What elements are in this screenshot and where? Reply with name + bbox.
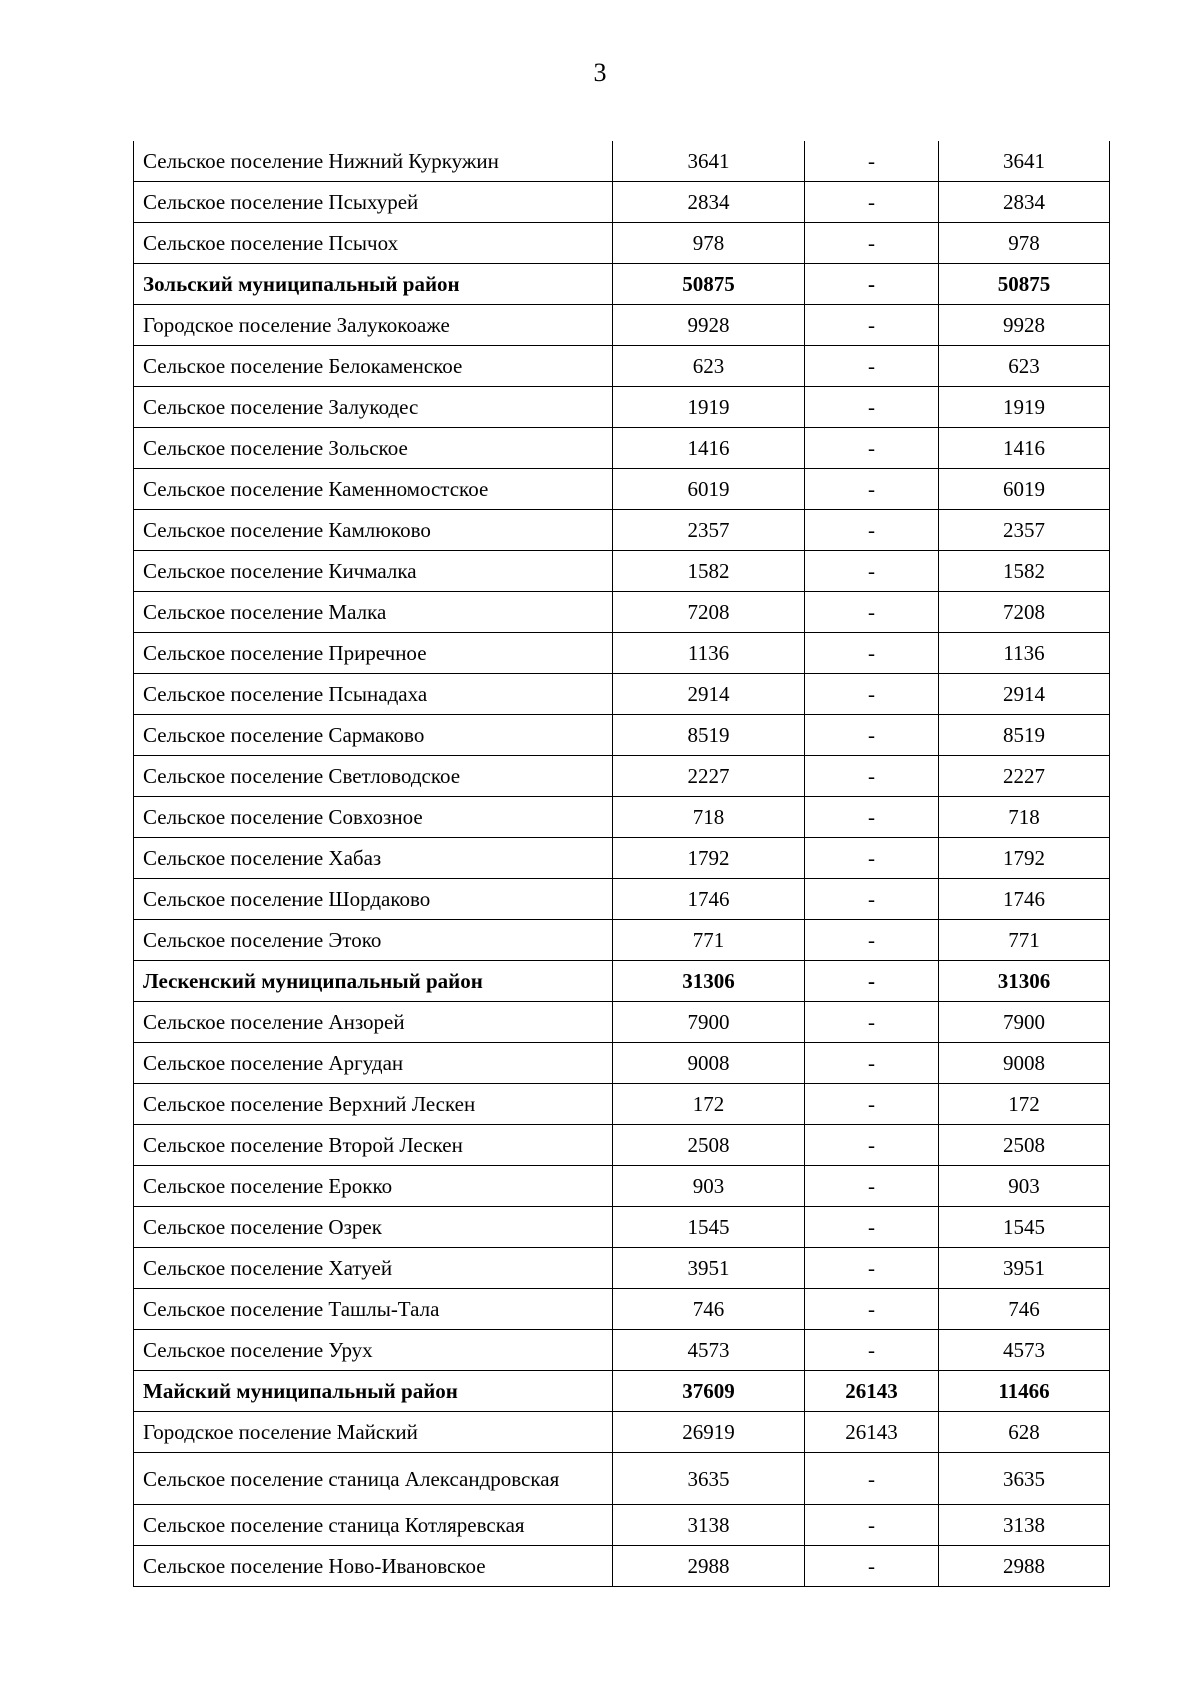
table-row	[134, 510, 1110, 551]
name-cell: Сельское поселение Хатуей	[134, 1248, 613, 1289]
total-cell: 1919	[613, 387, 805, 428]
population-table	[133, 141, 1110, 1587]
total-cell: 2508	[613, 1125, 805, 1166]
rural-cell: 746	[939, 1289, 1110, 1330]
table-row	[134, 1207, 1110, 1248]
urban-cell: -	[805, 551, 939, 592]
total-cell: 978	[613, 223, 805, 264]
name-cell: Сельское поселение Белокаменское	[134, 346, 613, 387]
total-cell: 746	[613, 1289, 805, 1330]
name-cell: Сельское поселение Светловодское	[134, 756, 613, 797]
name-cell: Сельское поселение Сармаково	[134, 715, 613, 756]
total-cell: 26919	[613, 1412, 805, 1453]
urban-cell: -	[805, 1330, 939, 1371]
total-cell: 2834	[613, 182, 805, 223]
name-cell: Сельское поселение Кичмалка	[134, 551, 613, 592]
total-cell: 31306	[613, 961, 805, 1002]
rural-cell: 623	[939, 346, 1110, 387]
urban-cell: 26143	[805, 1371, 939, 1412]
name-cell: Сельское поселение Каменномостское	[134, 469, 613, 510]
urban-cell: -	[805, 305, 939, 346]
rural-cell: 628	[939, 1412, 1110, 1453]
table-row	[134, 1371, 1110, 1412]
rural-cell: 3951	[939, 1248, 1110, 1289]
urban-cell: -	[805, 715, 939, 756]
name-cell: Сельское поселение Этоко	[134, 920, 613, 961]
urban-cell: 26143	[805, 1412, 939, 1453]
table-row	[134, 592, 1110, 633]
total-cell: 2988	[613, 1546, 805, 1587]
urban-cell: -	[805, 182, 939, 223]
table-row	[134, 715, 1110, 756]
urban-cell: -	[805, 592, 939, 633]
urban-cell: -	[805, 141, 939, 182]
rural-cell: 903	[939, 1166, 1110, 1207]
name-cell: Сельское поселение Урух	[134, 1330, 613, 1371]
rural-cell: 8519	[939, 715, 1110, 756]
table-row	[134, 1546, 1110, 1587]
rural-cell: 1746	[939, 879, 1110, 920]
rural-cell: 3635	[939, 1453, 1110, 1505]
urban-cell: -	[805, 387, 939, 428]
rural-cell: 2988	[939, 1546, 1110, 1587]
table-row	[134, 305, 1110, 346]
rural-cell: 50875	[939, 264, 1110, 305]
name-cell: Сельское поселение Ташлы-Тала	[134, 1289, 613, 1330]
name-cell: Сельское поселение Озрек	[134, 1207, 613, 1248]
total-cell: 3641	[613, 141, 805, 182]
total-cell: 2357	[613, 510, 805, 551]
rural-cell: 2914	[939, 674, 1110, 715]
name-cell: Сельское поселение Залукодес	[134, 387, 613, 428]
total-cell: 718	[613, 797, 805, 838]
rural-cell: 11466	[939, 1371, 1110, 1412]
table-row	[134, 879, 1110, 920]
total-cell: 4573	[613, 1330, 805, 1371]
total-cell: 9008	[613, 1043, 805, 1084]
rural-cell: 2508	[939, 1125, 1110, 1166]
name-cell: Сельское поселение Второй Лескен	[134, 1125, 613, 1166]
total-cell: 1416	[613, 428, 805, 469]
name-cell: Сельское поселение Аргудан	[134, 1043, 613, 1084]
urban-cell: -	[805, 674, 939, 715]
table-row	[134, 1330, 1110, 1371]
table-row	[134, 469, 1110, 510]
urban-cell: -	[805, 961, 939, 1002]
urban-cell: -	[805, 797, 939, 838]
table-row	[134, 1248, 1110, 1289]
name-cell: Сельское поселение станица Александровская	[134, 1453, 613, 1505]
total-cell: 9928	[613, 305, 805, 346]
rural-cell: 771	[939, 920, 1110, 961]
name-cell: Сельское поселение Приречное	[134, 633, 613, 674]
table-row	[134, 920, 1110, 961]
table-row	[134, 756, 1110, 797]
table-row	[134, 1125, 1110, 1166]
urban-cell: -	[805, 223, 939, 264]
rural-cell: 7900	[939, 1002, 1110, 1043]
rural-cell: 2227	[939, 756, 1110, 797]
table-row	[134, 1505, 1110, 1546]
total-cell: 3138	[613, 1505, 805, 1546]
total-cell: 1545	[613, 1207, 805, 1248]
total-cell: 2227	[613, 756, 805, 797]
table-row	[134, 182, 1110, 223]
name-cell: Сельское поселение Нижний Куркужин	[134, 141, 613, 182]
name-cell: Сельское поселение Ново-Ивановское	[134, 1546, 613, 1587]
table-row	[134, 1289, 1110, 1330]
rural-cell: 172	[939, 1084, 1110, 1125]
urban-cell: -	[805, 633, 939, 674]
table-row	[134, 1412, 1110, 1453]
rural-cell: 4573	[939, 1330, 1110, 1371]
total-cell: 3635	[613, 1453, 805, 1505]
name-cell: Сельское поселение Псыхурей	[134, 182, 613, 223]
name-cell: Сельское поселение станица Котляревская	[134, 1505, 613, 1546]
name-cell: Лескенский муниципальный район	[134, 961, 613, 1002]
urban-cell: -	[805, 1248, 939, 1289]
urban-cell: -	[805, 1505, 939, 1546]
table-row	[134, 387, 1110, 428]
urban-cell: -	[805, 469, 939, 510]
urban-cell: -	[805, 1125, 939, 1166]
name-cell: Сельское поселение Ерокко	[134, 1166, 613, 1207]
rural-cell: 1416	[939, 428, 1110, 469]
name-cell: Сельское поселение Псынадаха	[134, 674, 613, 715]
urban-cell: -	[805, 1166, 939, 1207]
total-cell: 7208	[613, 592, 805, 633]
name-cell: Сельское поселение Малка	[134, 592, 613, 633]
total-cell: 1136	[613, 633, 805, 674]
rural-cell: 1919	[939, 387, 1110, 428]
table-row	[134, 1084, 1110, 1125]
name-cell: Городское поселение Залукокоаже	[134, 305, 613, 346]
rural-cell: 6019	[939, 469, 1110, 510]
table-row	[134, 961, 1110, 1002]
name-cell: Зольский муниципальный район	[134, 264, 613, 305]
table-row	[134, 1043, 1110, 1084]
table-row	[134, 797, 1110, 838]
total-cell: 3951	[613, 1248, 805, 1289]
rural-cell: 9928	[939, 305, 1110, 346]
table-row	[134, 264, 1110, 305]
urban-cell: -	[805, 1289, 939, 1330]
total-cell: 1792	[613, 838, 805, 879]
urban-cell: -	[805, 1043, 939, 1084]
table-row	[134, 223, 1110, 264]
name-cell: Майский муниципальный район	[134, 1371, 613, 1412]
rural-cell: 2357	[939, 510, 1110, 551]
rural-cell: 718	[939, 797, 1110, 838]
rural-cell: 3138	[939, 1505, 1110, 1546]
rural-cell: 3641	[939, 141, 1110, 182]
rural-cell: 1792	[939, 838, 1110, 879]
total-cell: 771	[613, 920, 805, 961]
rural-cell: 1545	[939, 1207, 1110, 1248]
rural-cell: 31306	[939, 961, 1110, 1002]
name-cell: Сельское поселение Зольское	[134, 428, 613, 469]
total-cell: 2914	[613, 674, 805, 715]
urban-cell: -	[805, 1546, 939, 1587]
table-row	[134, 551, 1110, 592]
urban-cell: -	[805, 1453, 939, 1505]
total-cell: 903	[613, 1166, 805, 1207]
total-cell: 50875	[613, 264, 805, 305]
rural-cell: 9008	[939, 1043, 1110, 1084]
page-number: 3	[593, 58, 607, 87]
urban-cell: -	[805, 879, 939, 920]
name-cell: Сельское поселение Анзорей	[134, 1002, 613, 1043]
urban-cell: -	[805, 264, 939, 305]
rural-cell: 2834	[939, 182, 1110, 223]
urban-cell: -	[805, 1002, 939, 1043]
total-cell: 1746	[613, 879, 805, 920]
total-cell: 6019	[613, 469, 805, 510]
total-cell: 8519	[613, 715, 805, 756]
urban-cell: -	[805, 1207, 939, 1248]
urban-cell: -	[805, 346, 939, 387]
urban-cell: -	[805, 510, 939, 551]
name-cell: Городское поселение Майский	[134, 1412, 613, 1453]
name-cell: Сельское поселение Совхозное	[134, 797, 613, 838]
table-row	[134, 633, 1110, 674]
name-cell: Сельское поселение Камлюково	[134, 510, 613, 551]
name-cell: Сельское поселение Псычох	[134, 223, 613, 264]
total-cell: 37609	[613, 1371, 805, 1412]
table-row	[134, 346, 1110, 387]
rural-cell: 1136	[939, 633, 1110, 674]
total-cell: 172	[613, 1084, 805, 1125]
table-body	[134, 141, 1110, 1587]
table-row	[134, 838, 1110, 879]
table-row	[134, 674, 1110, 715]
table-row	[134, 1166, 1110, 1207]
name-cell: Сельское поселение Шордаково	[134, 879, 613, 920]
total-cell: 1582	[613, 551, 805, 592]
name-cell: Сельское поселение Хабаз	[134, 838, 613, 879]
urban-cell: -	[805, 838, 939, 879]
table-row	[134, 1453, 1110, 1505]
rural-cell: 1582	[939, 551, 1110, 592]
name-cell: Сельское поселение Верхний Лескен	[134, 1084, 613, 1125]
urban-cell: -	[805, 428, 939, 469]
table-row	[134, 428, 1110, 469]
table-row	[134, 141, 1110, 182]
total-cell: 7900	[613, 1002, 805, 1043]
total-cell: 623	[613, 346, 805, 387]
urban-cell: -	[805, 920, 939, 961]
urban-cell: -	[805, 1084, 939, 1125]
urban-cell: -	[805, 756, 939, 797]
table-row	[134, 1002, 1110, 1043]
rural-cell: 978	[939, 223, 1110, 264]
rural-cell: 7208	[939, 592, 1110, 633]
